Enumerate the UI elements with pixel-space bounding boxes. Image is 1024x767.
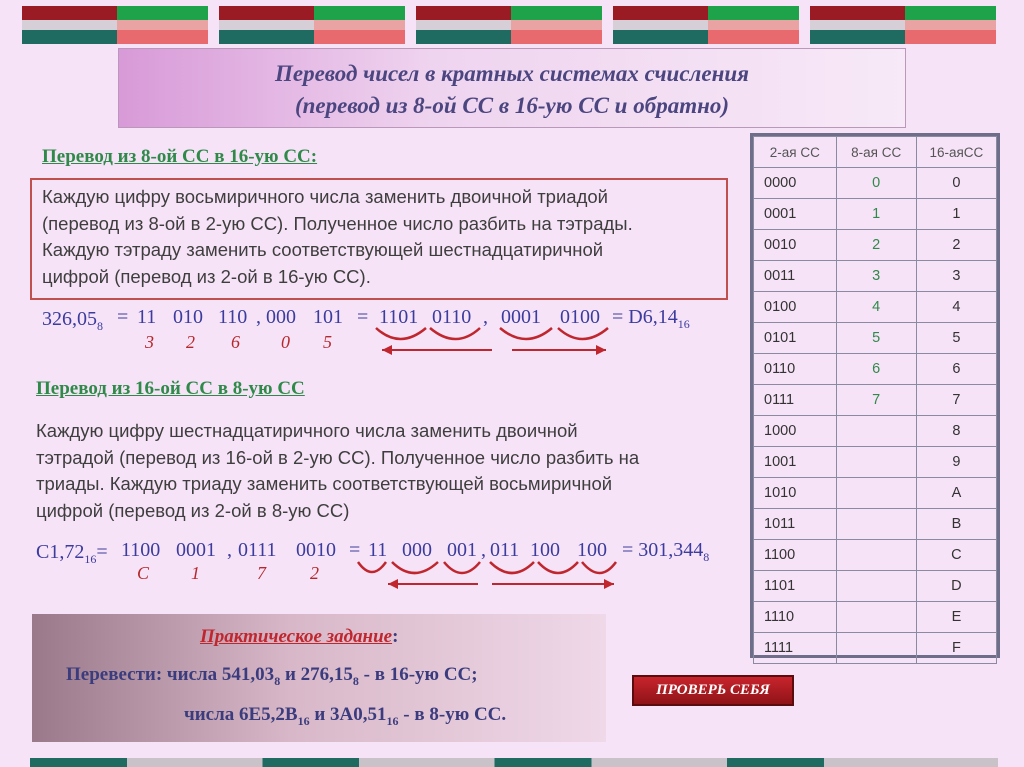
binary-cell: 0001 xyxy=(754,199,837,230)
example1-comma: , xyxy=(256,306,261,328)
binary-cell: 1111 xyxy=(754,633,837,664)
octal-cell xyxy=(836,478,916,509)
example2-hex-digit: 7 xyxy=(257,563,266,583)
table-row xyxy=(754,509,997,540)
binary-cell: 0000 xyxy=(754,168,837,199)
example1-octal-digit: 0 xyxy=(281,332,290,352)
example1-octal-digit: 5 xyxy=(323,332,332,352)
example2-equals: = xyxy=(349,539,361,561)
octal-cell: 6 xyxy=(836,354,916,385)
table-row xyxy=(754,292,997,323)
table-row xyxy=(754,199,997,230)
binary-cell: 0101 xyxy=(754,323,837,354)
hex-cell: D xyxy=(916,571,996,602)
table-header-cell: 16-аяСС xyxy=(916,137,996,168)
section2-rule-line: тэтрадой (перевод из 16-ой в 2-ую СС). Полученное число разбить на xyxy=(36,446,640,468)
section2-rule-line: Каждую цифру шестнадцатиричного числа заменить двоичной xyxy=(36,420,578,441)
octal-cell xyxy=(836,540,916,571)
example1-equals: = xyxy=(117,306,129,328)
example1-tetrad: 1101 xyxy=(379,306,419,328)
hex-cell: 8 xyxy=(916,416,996,447)
table-row xyxy=(754,261,997,292)
hex-cell: 7 xyxy=(916,385,996,416)
table-row xyxy=(754,416,997,447)
binary-cell: 1010 xyxy=(754,478,837,509)
binary-cell: 1101 xyxy=(754,571,837,602)
hex-cell: B xyxy=(916,509,996,540)
section2-rule-line: цифрой (перевод из 2-ой в 8-ую СС) xyxy=(36,499,350,521)
example2-triad: 11 xyxy=(368,539,388,561)
section2-heading: Перевод из 16-ой СС в 8-ую СС xyxy=(36,378,305,399)
example2-result: = $301,344_8$ xyxy=(622,539,710,564)
binary-cell: 0010 xyxy=(754,230,837,261)
table-row xyxy=(754,540,997,571)
example1-triad: 11 xyxy=(137,306,157,328)
hex-cell: 2 xyxy=(916,230,996,261)
octal-cell: 7 xyxy=(836,385,916,416)
example2-hex-digit: 1 xyxy=(191,563,200,583)
hex-cell: 9 xyxy=(916,447,996,478)
binary-cell: 0111 xyxy=(754,385,837,416)
example2-triad: 000 xyxy=(402,539,432,561)
table-row xyxy=(754,447,997,478)
example1-result: = $D6,14_{16}$ xyxy=(612,306,690,331)
table-row xyxy=(754,230,997,261)
example1-lhs: $326,05_8$ xyxy=(42,308,103,333)
example2-lhs: $С1,72_{16}=$ xyxy=(36,541,108,566)
hex-cell: C xyxy=(916,540,996,571)
top-decoration-1 xyxy=(22,6,208,44)
table-row xyxy=(754,354,997,385)
example2-comma: , xyxy=(481,539,486,561)
table-row xyxy=(754,571,997,602)
octal-cell xyxy=(836,416,916,447)
practice-heading: Практическое задание: xyxy=(200,626,399,647)
example2-tetrad: 1100 xyxy=(121,539,161,561)
hex-cell: F xyxy=(916,633,996,664)
example2-hex-digit: 2 xyxy=(310,563,319,583)
table-header-cell: 2-ая СС xyxy=(754,137,837,168)
octal-cell: 1 xyxy=(836,199,916,230)
binary-cell: 0011 xyxy=(754,261,837,292)
example2-triad: 011 xyxy=(490,539,520,561)
octal-cell: 0 xyxy=(836,168,916,199)
example1-grouping-arcs xyxy=(370,326,620,360)
practice-box xyxy=(32,614,606,742)
binary-cell: 1100 xyxy=(754,540,837,571)
binary-cell: 1011 xyxy=(754,509,837,540)
top-decoration-5 xyxy=(810,6,996,44)
octal-cell: 5 xyxy=(836,323,916,354)
example1-tetrad: 0001 xyxy=(501,306,541,328)
section1-rule-line: Каждую цифру восьмиричного числа заменить двоичной триадой xyxy=(42,186,608,207)
example2-triad: 100 xyxy=(577,539,607,561)
example1-octal-digit: 2 xyxy=(186,332,195,352)
octal-cell xyxy=(836,509,916,540)
binary-cell: 1000 xyxy=(754,416,837,447)
table-row xyxy=(754,478,997,509)
section2-rule-text xyxy=(36,418,639,524)
example1-octal-digit: 6 xyxy=(231,332,240,352)
example1-octal-digit: 3 xyxy=(145,332,154,352)
top-decoration-3 xyxy=(416,6,602,44)
bottom-decoration xyxy=(30,758,998,767)
table-row xyxy=(754,323,997,354)
hex-cell: 1 xyxy=(916,199,996,230)
table-row xyxy=(754,168,997,199)
example1-triad: 010 xyxy=(173,306,203,328)
binary-cell: 1110 xyxy=(754,602,837,633)
example1-triad: 110 xyxy=(218,306,248,328)
section1-rule-line: цифрой (перевод из 2-ой в 16-ую СС). xyxy=(42,265,371,287)
practice-task-octal: Перевести: числа $541,03_8$ и $276,15_8$ - в 16-ую СС; xyxy=(66,664,478,688)
title-box xyxy=(118,48,906,128)
table-header-cell: 8-ая СС xyxy=(836,137,916,168)
example1-tetrad: 0100 xyxy=(560,306,600,328)
example2-hex-digit: С xyxy=(137,563,150,583)
top-decoration-2 xyxy=(219,6,405,44)
check-yourself-button[interactable]: ПРОВЕРЬ СЕБЯ xyxy=(632,675,794,706)
example2-tetrad: 0001 xyxy=(176,539,216,561)
example1-equals: = xyxy=(357,306,369,328)
octal-cell: 4 xyxy=(836,292,916,323)
hex-cell: 6 xyxy=(916,354,996,385)
hex-cell: 0 xyxy=(916,168,996,199)
practice-task-hex: числа $6Е5,2В_{16}$ и $3А0,51_{16}$ - в 8-ую СС. xyxy=(184,704,507,728)
page-subtitle: (перевод из 8-ой СС в 16-ую СС и обратно) xyxy=(294,93,730,118)
example2-grouping-arcs xyxy=(352,560,622,594)
table-row xyxy=(754,602,997,633)
hex-cell: A xyxy=(916,478,996,509)
octal-cell: 2 xyxy=(836,230,916,261)
example1-triad: 000 xyxy=(266,306,296,328)
binary-cell: 0110 xyxy=(754,354,837,385)
section1-rule-box xyxy=(30,178,728,300)
hex-cell: 4 xyxy=(916,292,996,323)
octal-cell xyxy=(836,602,916,633)
binary-cell: 1001 xyxy=(754,447,837,478)
example2-triad: 100 xyxy=(530,539,560,561)
table-row xyxy=(754,385,997,416)
example2-tetrad: 0111 xyxy=(238,539,277,561)
octal-cell xyxy=(836,447,916,478)
section1-rule-line: (перевод из 8-ой в 2-ую СС). Полученное число разбить на тэтрады. xyxy=(42,212,633,234)
octal-cell xyxy=(836,571,916,602)
section2-rule-line: триады. Каждую триаду заменить соответствующей восьмиричной xyxy=(36,473,613,494)
octal-cell xyxy=(836,633,916,664)
hex-cell: 5 xyxy=(916,323,996,354)
example2-comma: , xyxy=(227,539,232,561)
hex-cell: 3 xyxy=(916,261,996,292)
conversion-table xyxy=(750,133,1000,658)
binary-cell: 0100 xyxy=(754,292,837,323)
example2-triad: 001 xyxy=(447,539,477,561)
top-decoration-4 xyxy=(613,6,799,44)
octal-cell: 3 xyxy=(836,261,916,292)
section1-rule-line: Каждую тэтраду заменить соответствующей шестнадцатиричной xyxy=(42,239,604,260)
table-header-row xyxy=(754,137,997,168)
example1-triad: 101 xyxy=(313,306,343,328)
example1-tetrad: 0110 xyxy=(432,306,472,328)
example2-tetrad: 0010 xyxy=(296,539,336,561)
hex-cell: E xyxy=(916,602,996,633)
table-row xyxy=(754,633,997,664)
section1-heading: Перевод из 8-ой СС в 16-ую СС: xyxy=(42,146,318,167)
page-title: Перевод чисел в кратных системах счисления xyxy=(275,61,749,86)
example1-comma: , xyxy=(483,306,488,328)
